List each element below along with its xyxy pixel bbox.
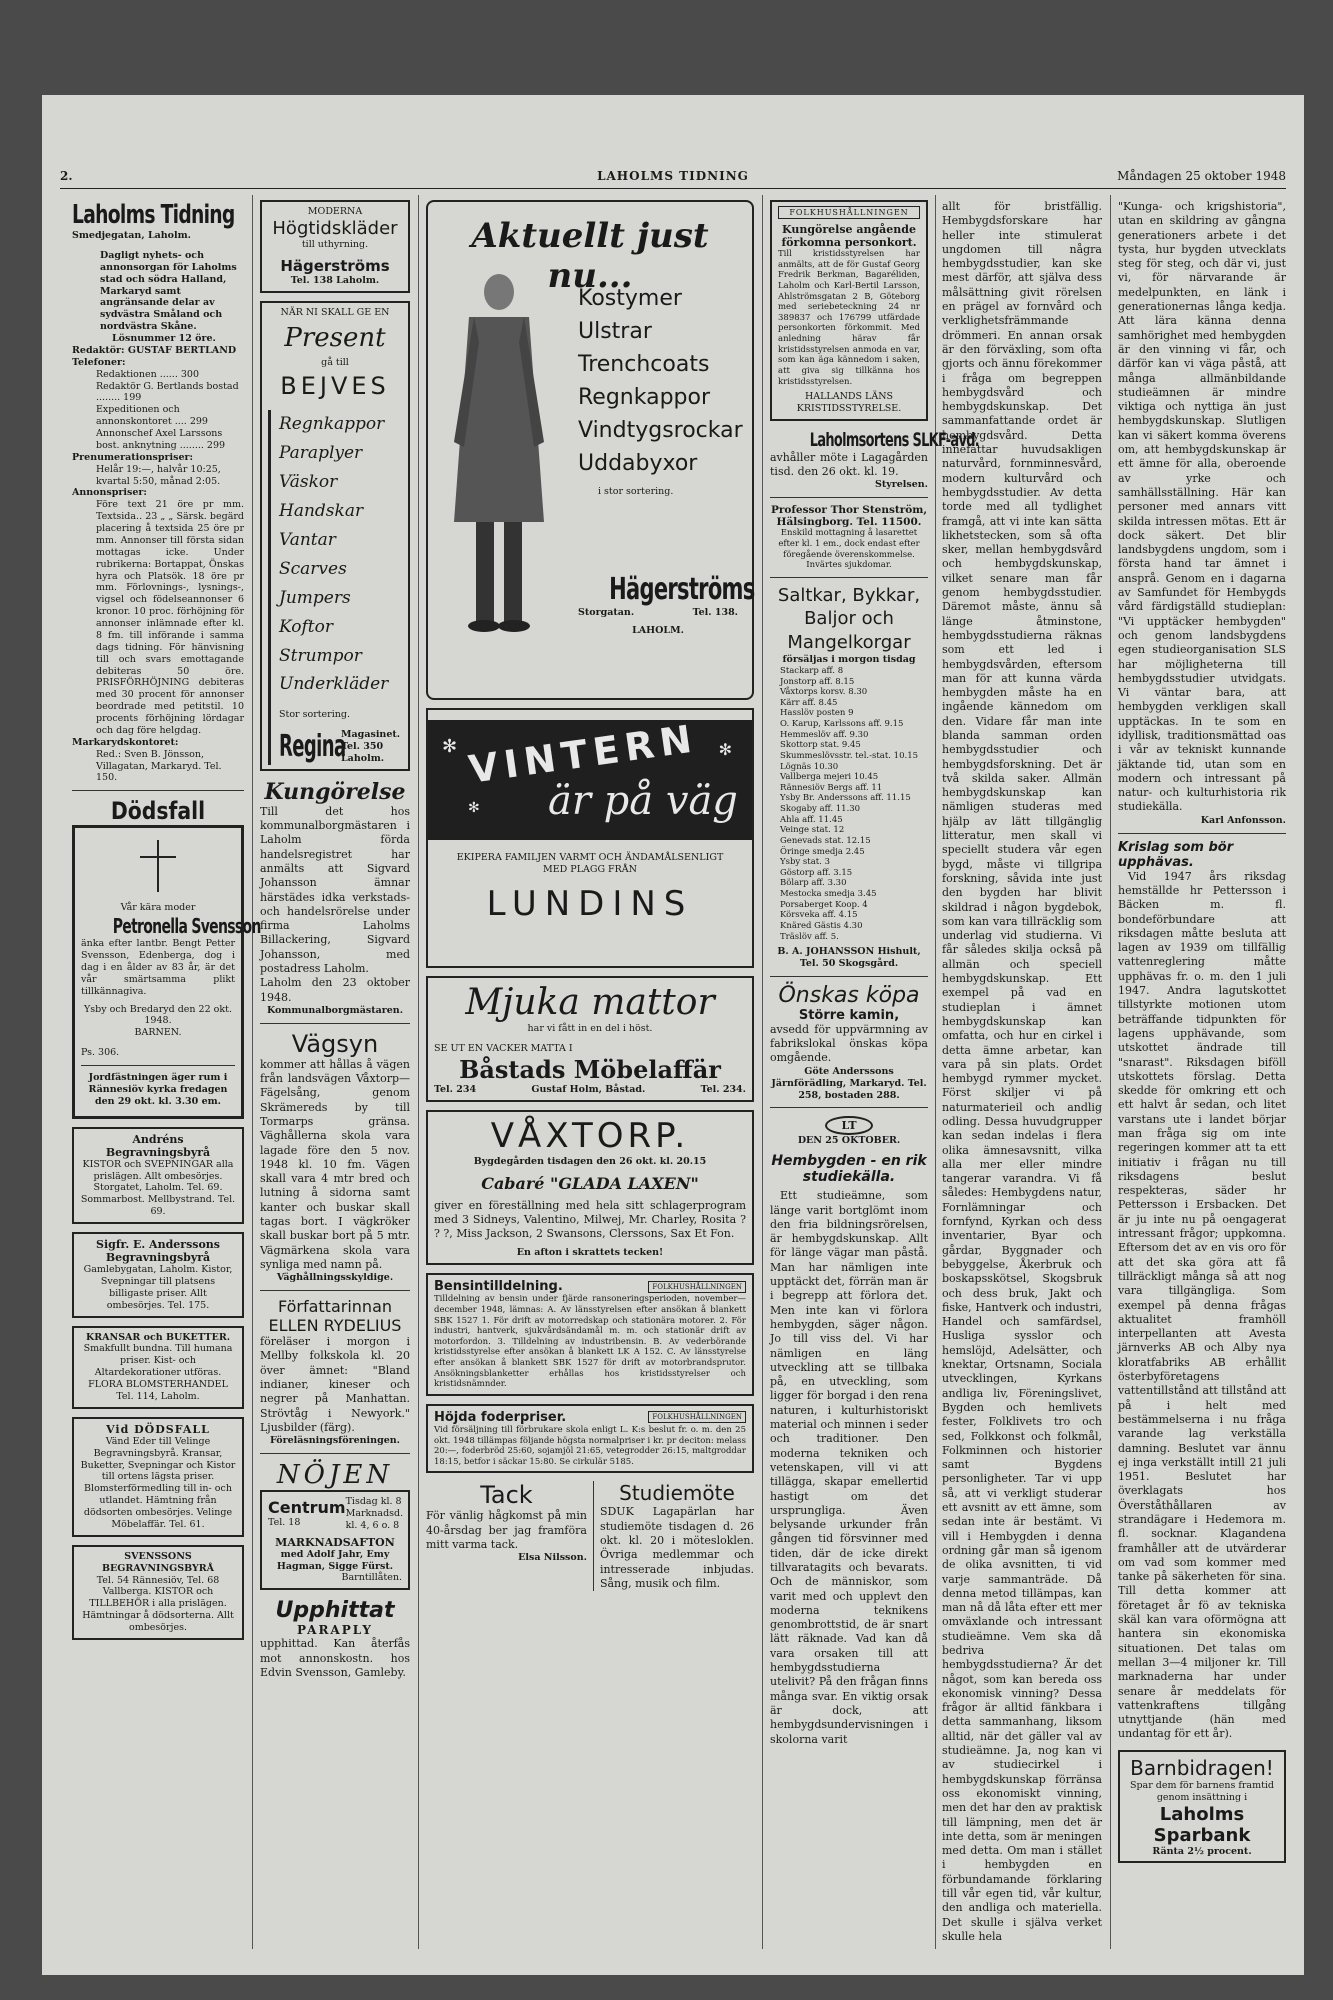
snowflake-icon: ✻ xyxy=(718,740,732,759)
stop-item: Hasslöv posten 9 xyxy=(780,708,854,719)
ad-sub: gå till xyxy=(321,356,349,368)
ad-prices-text: Före text 21 öre pr mm. Textsida.. 23 „ „ Särsk. begärd placering å textsida 25 öre pr mm. Annonser till första sidan mottagas icke. Under rubrikerna: Bortappat, Önskas hyra och Platsök. 18 öre pr mm. Förlovnings-, lysnings-, vigsel och födelseannonser 6 kronor. 10 proc. förhöjning för annonser inlämnade efter kl. 8 fm. till införande i samma dags tidning. För hänvisning till och svars emottagande debiteras 50 öre. PRISFÖRHÖJNING debiteras med 30 procent för annonser beordrade med petitstil. 10 procents förhöjning lördagar och dag före helgdag. xyxy=(96,499,244,736)
page-number: 2. xyxy=(60,169,73,183)
ad-title: Andréns Begravningsbyrå xyxy=(105,1132,211,1159)
stop-item: Lögnäs 10.30 xyxy=(780,761,839,772)
ad-shop: Hägerströms xyxy=(280,256,390,275)
ad-tel: Tel. 234. xyxy=(700,1083,746,1095)
ad-prices-title: Annonspriser: xyxy=(72,487,147,499)
notice-title: Kungörelse xyxy=(264,778,406,805)
ad-text: giver en föreställning med hela sitt schlagerprogram med 3 Sidneys, Valentino, Milwej, Mr. Charley, Rosita ? ? ?, Miss Jackson, 2 Swansons, Clerssons, Sax Et Fon. xyxy=(434,1198,746,1241)
funeral-ad-andren xyxy=(72,1127,244,1224)
carpet-ad xyxy=(426,976,754,1102)
notice-text: Enskild mottagning å lasarettet efter kl. 1 em., dock endast efter föregående överenskommelse. Invärtes sjukdomar. xyxy=(778,528,920,571)
column-ads-left xyxy=(260,200,410,1947)
notice-title: Studiemöte xyxy=(619,1481,735,1506)
tubs-ad xyxy=(770,584,928,970)
column-ads-center xyxy=(426,200,754,1947)
stop-item: Bölarp aff. 3.30 xyxy=(780,878,847,889)
lecturer-name: ELLEN RYDELIUS xyxy=(268,1316,402,1336)
ad-title: Sigfr. E. Anderssons Begravningsbyrå xyxy=(96,1238,220,1264)
ad-head: MODERNA xyxy=(307,206,363,217)
cinema-ad xyxy=(260,1490,410,1590)
article-author: Karl Anfonsson. xyxy=(1200,814,1286,826)
stop-item: Jonstorp aff. 8.15 xyxy=(780,676,855,687)
stop-item: Vallberga mejeri 10.45 xyxy=(780,772,879,783)
product-item: Vantar xyxy=(279,529,336,550)
cinema-schedule: Tisdag kl. 8 Marknadsd. kl. 4, 6 o. 8 xyxy=(345,1496,404,1531)
notice-tag: FOLKHUSHÅLLNINGEN xyxy=(648,1411,746,1423)
notice-title: Vägsyn xyxy=(291,1029,379,1058)
shop-city: LAHOLM. xyxy=(632,624,684,636)
bank-name: Laholms Sparbank xyxy=(1153,1803,1251,1846)
product-item: Paraplyer xyxy=(279,443,363,464)
product-item: Scarves xyxy=(279,558,347,579)
death-intro: Vår kära moder xyxy=(120,902,196,914)
snowflake-icon: ✻ xyxy=(442,736,458,757)
clothing-item: Ulstrar xyxy=(578,319,652,344)
notice-sign: Kommunalborgmästaren. xyxy=(266,1004,404,1016)
ad-title: SVENSSONS BEGRAVNINGSBYRÅ xyxy=(101,1550,215,1574)
notice-text: Vid försäljning till förbrukare skola enligt L. K:s beslut fr. o. m. den 25 okt. 1948 tillämpas följande högsta normalpriser i kr. pr deciton: melass 20:—, foderbröd 25:60, sojamjöl 21:65, vetegrodder 26:15, maltgroddar 18:15, betfor i säckar 15:80. Se cirkulär 5185. xyxy=(434,1424,746,1467)
lost-cards-notice xyxy=(770,200,928,421)
masthead-address: Smedjegatan, Laholm. xyxy=(72,230,191,241)
notice-title: Bensintilldelning. xyxy=(434,1279,563,1295)
ad-head: NÄR NI SKALL GE EN xyxy=(280,306,390,318)
markaryd-office-title: Markarydskontoret: xyxy=(72,736,179,748)
ad-shop: Båstads Möbelaffär xyxy=(459,1054,721,1084)
film-cast: med Adolf Jahr, Emy Hagman, Sigge Fürst. xyxy=(276,1548,394,1572)
ad-tel: Tel. 138 Laholm. xyxy=(290,274,380,286)
ad-title: Vid DÖDSFALL xyxy=(106,1422,210,1436)
ad-sign: Göte Anderssons Järnförädling, Markaryd. Tel. 258, bostaden 288. xyxy=(771,1065,927,1101)
ad-tel: Tel. 234 xyxy=(434,1083,477,1095)
stop-item: Porsaberget Koop. 4 xyxy=(780,899,868,910)
fuel-notice xyxy=(426,1273,754,1396)
clothing-item: Trenchcoats xyxy=(578,352,710,377)
lt-header xyxy=(770,1114,928,1147)
subscription-prices: Helår 19:—, halvår 10:25, kvartal 5:50, månad 2:05. xyxy=(96,463,221,487)
ad-title: Present xyxy=(284,322,386,353)
stop-item: Mestocka smedja 3.45 xyxy=(780,889,877,900)
ad-title: Saltkar, Bykkar, Baljor och Mangelkorgar xyxy=(777,584,921,653)
clothing-item: Uddabyxor xyxy=(578,451,698,476)
notice-sign: Föreläsningsföreningen. xyxy=(270,1435,400,1447)
paper-description: Dagligt nyhets- och annonsorgan för Laholms stad och södra Halland, Markaryd samt angränsande delar av sydvästra Småland och nordvästra Skåne. xyxy=(100,249,237,333)
article-text: Ett studieämne, som länge varit bortglömt inom den fria bildningsrörelsen, är hembygdskunskap. Allt för länge vägar man påstå. Man har nämligen inte upptäckt det, förrän man är i begrepp att förlora det. Men inte kan vi förlora hembygden, säger någon. Jo till viss del. Vi har nämligen en läng utveckling att se tillbaka på, en utveckling, som ligger för borgad i den rena naturen, i kulturhistoriskt material och minnen i seder och traditioner. Den moderna tekniken och vetenskapen, vill vi att tillägga, skapar emellertid hastigt om det ursprungliga. Även belysande urkunder från gången tid försvinner med tiden, där de icke direkt tillvaratagits och bevarats. Och de människor, som varit med och upplevt den moderna teknikens genombrottstid, de är snart lätt räknade. Vad kan då vara orsaken till att hembygdsstudierna utelivit? På den frågan finns många svar. En viktig orsak är dock, att hembygdsundervisningen i skolorna varit xyxy=(770,1189,928,1746)
stop-item: Genevads stat. 12.15 xyxy=(780,835,871,846)
road-inspection-notice xyxy=(260,1030,410,1284)
slkf-notice xyxy=(770,428,979,491)
notice-title: Professor Thor Stenström, Hälsingborg. Tel. 11500. xyxy=(770,504,928,529)
ad-title: VÅXTORP. xyxy=(490,1115,690,1156)
lt-date: DEN 25 OKTOBER. xyxy=(797,1135,901,1147)
entertainment-heading: NÖJEN xyxy=(276,1460,394,1491)
product-item: Strumpor xyxy=(279,645,362,666)
formalwear-ad xyxy=(260,200,410,293)
phones-list xyxy=(72,369,244,452)
death-signature: BARNEN. xyxy=(134,1027,182,1039)
regina-info: Magasinet. Tel. 350 Laholm. xyxy=(341,729,401,764)
ad-text: Smakfullt bundna. Till humana priser. Kist- och Altardekorationer utföras. FLORA BLOMSTERHANDEL Tel. 114, Laholm. xyxy=(83,1343,233,1402)
shop-address: Storgatan. xyxy=(578,607,635,618)
article-continuation: allt för bristfällig. Hembygdsforskare har heller inte stimulerat ungdomen till några hembygdsstudier, kan ske mest därför, att själva dess målsättning givit rörelsen en prägel av fornvård och verklighetsfrämmande drömmeri. En annan orsak är den förväxling, som ofta gjorts och ännu förekommer i fråga om begreppen hembygdsvård och hembygdskunskap. Det sammanfattande ordet är hembygdsvård. Detta innefattar huvudsakligen naturvård, fornminnesvård, modern kulturvård och hembygdsstudier. Av detta torde med all tydlighet framgå, att vi inte kan sätta likhetstecken, som så ofta sker, mellan hembygdsvård och hembygdskunskap, vilket senare man får genom hembygdsstudier. Däremot måste, ännu så länge åtminstone, hembygdsstudierna räknas som ett led i hembygdsvården, eftersom man för att kunna värda hembygden måste ha en ingående kännedom om den. Vidare får man inte blanda samman orden hembygdsstudier och hembygdsforskning. Det är två skilda saker. Allmän hembygdskunskap kan nämligen studeras med hjälp av lätt tillgänglig litteratur, men skall vi speciellt studera vår egen bygd, måste vi tillgripa forskning, såvida inte just den bygden har blivit skildrad i någon bygdebok, som kan vara tillräcklig som underlag vid studierna. Vi får således skilja också på allmän och speciell hembygdskunskap. Ett exempel på vad en studieplan i ämnet hembygdskunskap kan omfatta, och hur en cirkel i detta ämne arbetar, kan vara på sin plats. Ordet hembygd rymmer mycket. Först skiljer vi på naturmaterieil och andlig odling. Dessa huvudgrupper kan sedan indelas i flera olika ämnesavsnitt, vilka alla mer eller mindre tangerar varandra. Vi få således: Hembygdens natur, Fornlämningar och fornfynd, Kyrkan och dess inventarier, Byar och gårdar, Byggnader och bebyggelse, Åkerbruk och boskapsskötsel, Skogsbruk och dess bruk, Jakt och fiske, Hantverk och industri, Handel och samfärdsel, Husliga sysslor och hemslöjd, Adelsätter, och knektar, Ortsnamn, Sociala utvecklingen, Kyrkans andliga liv, Föreningslivet, Bygden och hemlivets fester, Folklivets tro och sed, Folkkonst och folkmål, Folkminnen och historier samt Bygdens personligheter. Tar vi upp så, att vi verkligt studerar ett avsnitt av ett ämne, som sedan inte är bestämt. Vi vill i Hembygden i denna ordning går man så igenom de olika avsnitten, ti vid varje sammanträde. Då denna metod tillämpas, kan man nå då låta efter ett mer omväxlande och intressant studieämne. Vem ska då bedriva hembygdsstudierna? Är det något, som kan bereda oss ekonomisk vinning? Dessa frågor är alltid fänkbara i detta sammanhang, liksom alltid, när det gäller val av studieämne. Ja, nog kan vi av studiecirkel i hembygdskunskap förränsa oss ekonomiskt vinning, men det har den av praktisk till lämpning, men det är inte detta, som är meningen med detta. Om man i stället i hembygden en förbundamande förklaring till vår egen tid, vår kultur, den andliga och materiella. Det skulle i själva verket skulle hela xyxy=(942,200,1102,1943)
article-text: Vid 1947 års riksdag hemställde hr Pettersson i Bäcken m. fl. bondeförbundare att riksdagen måtte besluta att lagen av 1939 om tillfällig vattenreglering måtte upphävas fr. o. m. den 1 juli 1947. Andra lagutskottet tillstyrkte motionen utom beträffande tidpunkten för lagens upphävande, som utskottet ändrade till "snarast". Riksdagen biföll utskottets förslag. Detta skedde för omkring ett och ett halvt år sedan, och litet varstans ute i landet börjar man fråga sig om inte regeringen kommer att ta ett initiativ i frågan nu till riksdagens beslut respekteras, säder hr Pettersson i Ersbacken. Det är ju inte nu på oengagerat intressant frågor; uppkomna. Eftersom det av en vis oro för att det ska göra att få tillräckligt många så att nog vara tillgängliga. Som exempel på denna frågas aktualitet framhöll interpellanten att Avesta järnverks AB och Alby nya kloratfabriks AB erhållit österbyföretagens vattentillstånd att tillstånd att på i helt med bestämmelserna i nu fråga varande lag verkställa damning. Beslutet var ännu ej inga verkställt intill 21 juli 1951. Beslutet har överklagats hos Överståthållaren av strandägare i Hedemora m. fl. socknar. Klagandena framhåller att de utvärderar om vad som kommer med tanke på säkerheten för sina. Till detta kommer att företaget år fö av tekniska skäl kan vara oförmögna att hantera sin ekonomiska situationen. Det talas om mellan 3—4 miljoner kr. Till marknaderna har under senare år meddelats för vattenkraftens tillgång utnyttjande (hän med undantag för ett år). xyxy=(1118,869,1286,1741)
notice-sign: Väghållningsskyldige. xyxy=(276,1272,394,1284)
lecture-notice xyxy=(260,1297,410,1447)
kungorelse-notice xyxy=(260,779,410,1017)
notice-title: Tack xyxy=(480,1481,533,1510)
stop-item: Skottorp stat. 9.45 xyxy=(780,740,861,751)
ad-title: Barnbidragen! xyxy=(1130,1755,1274,1780)
column-notices xyxy=(770,200,979,1947)
clothing-item: Vindtygsrockar xyxy=(578,418,743,443)
product-item: Koftor xyxy=(279,616,333,637)
ad-text: avsedd för uppvärmning av fabrikslokal önskas köpa omgående. xyxy=(770,1022,928,1065)
ad-title: Aktuellt just nu... xyxy=(471,216,709,296)
ad-title: KRANSAR och BUKETTER. xyxy=(85,1331,231,1343)
product-item: Underkläder xyxy=(279,674,389,695)
bank-ad xyxy=(1118,1750,1286,1864)
column-divider xyxy=(252,195,253,1949)
notice-sign: Elsa Nilsson. xyxy=(518,1552,587,1564)
snowflake-icon: ✻ xyxy=(468,800,480,816)
ad-title: Högtidskläder xyxy=(272,217,398,239)
ad-shop: BEJVES xyxy=(280,372,390,401)
editor-line: Redaktör: GUSTAF BERTLAND xyxy=(72,344,237,356)
notice-sign: HALLANDS LÄNS KRISTIDSSTYRELSE. xyxy=(796,391,902,414)
stop-item: Öringe smedja 2.45 xyxy=(780,846,865,857)
notice-text: avhåller möte i Lagagården tisd. den 26 okt. kl. 19. xyxy=(770,450,928,479)
notice-tag: FOLKHUSHÅLLNINGEN xyxy=(648,1281,746,1293)
interest-rate: Ränta 2½ procent. xyxy=(1152,1845,1252,1857)
stop-item: O. Karup, Karlssons aff. 9.15 xyxy=(780,719,904,730)
ad-text: KISTOR och SVEPNINGAR alla prislägen. Allt ombesörjes. Storgatet, Laholm. Tel. 69. Sommarbost. Mellbystrand. Tel. 69. xyxy=(80,1158,236,1218)
notice-date: Laholm den 23 oktober 1948. xyxy=(260,976,410,1004)
banner-line2: är på väg xyxy=(548,778,738,824)
newspaper-page xyxy=(42,95,1304,1975)
column-article-right xyxy=(1118,200,1286,1947)
clothing-ad xyxy=(426,200,754,700)
found-heading: Upphittat xyxy=(275,1598,395,1624)
stop-item: Ysby stat. 3 xyxy=(780,857,830,868)
ad-title: Önskas köpa xyxy=(778,982,920,1008)
article-end: "Kunga- och krigshistoria", utan en skildring av gångna generationers arbete i det tysta, hur bygden utvecklats steg för steg, och där vi, just vi, för närvarande är medelpunkten, en länk i generationernas långa kedja. Att lära känna denna samhörighet med hembygden är den vinning vi får, och därför kan vi väga påstå, att många allmänbildande studieämnen är mindre viktiga och nyttiga än just hembygdskunskap. Slutligen kan vi säkert komma överens om, att hembygdskunskap är ett ämne för alla, oberoende av yrke och samhällsställning. Här kan personer med annars vitt skilda intressen mötas. Ett är dock säkert. Det blir landsbygdens ungdom, som i första hand tar ämnet i ansprå. Genom en i dagarna av Samfundet för Hembygds vård färdigställd studieplan: "Vi upptäcker hembygden" och genom landsbygdens egen studieorganisation SLS har möjligheterna till hembygdsstudier utvidgats. Vi väntar bara, att hembygden verkligen skall upptäckas. In te som en idyllisk, traditionsmättad oas i vår av tekniskt kunnande jäktande tid, utan som en modern och intressant på natur- och kulturhistoria rik studiekälla. xyxy=(1118,200,1286,814)
product-list xyxy=(268,410,402,764)
masthead: Laholms Tidning xyxy=(72,200,235,230)
product-item: Jumpers xyxy=(279,587,351,608)
column-divider xyxy=(1110,195,1111,1949)
ad-sub: Bygdegården tisdagen den 26 okt. kl. 20.15 xyxy=(473,1155,707,1167)
stops-list xyxy=(770,666,928,942)
phone-item: Redaktionen ...... 300 xyxy=(96,368,200,380)
funeral-ad-svensson xyxy=(72,1545,244,1640)
stop-item: Skogaby aff. 11.30 xyxy=(780,804,861,815)
notice-title: Författarinnan xyxy=(277,1297,393,1317)
ad-address: Gustaf Holm, Båstad. xyxy=(531,1083,646,1095)
winter-text: EKIPERA FAMILJEN VARMT OCH ÄNDAMÅLSENLIGT MED PLAGG FRÅN xyxy=(456,852,724,875)
winter-ad xyxy=(426,708,754,968)
found-item: PARAPLY xyxy=(296,1623,373,1638)
death-text: änka efter lantbr. Bengt Petter Svensson, Edenberga, dog i dag i en ålder av 83 år, är det vår smärtsamma plikt tillkännagiva. xyxy=(81,938,235,997)
notice-text: Till det hos kommunalborgmästaren i Laholm förda handelsregistret har anmälts att Sigvard Johansson ämnar härstädes idka verkstads- och handelsrörelse under firma Laholms Billackering, Sigvard Johansson, med postadress Laholm. xyxy=(260,804,410,976)
cross-icon xyxy=(138,840,178,892)
stop-item: Ahla aff. 11.45 xyxy=(780,814,843,825)
ad-text: Gamlebygatan, Laholm. Kistor, Svepningar till platsens billigaste priser. Allt ombesörjes. Tel. 175. xyxy=(83,1264,233,1311)
stop-item: Körsveka aff. 4.15 xyxy=(780,910,858,921)
clothing-list xyxy=(578,282,743,498)
phones-title: Telefoner: xyxy=(72,356,126,368)
page-header xyxy=(60,165,1286,189)
phone-item: Annonschef Axel Larssons bost. anknytning ........ 299 xyxy=(96,428,226,451)
funeral-ad-andersson xyxy=(72,1232,244,1318)
cinema-name: Centrum xyxy=(268,1498,346,1518)
ad-sub: försäljas i morgon tisdag xyxy=(782,654,916,666)
regina-logo: Regina xyxy=(279,729,346,765)
wanted-ad xyxy=(770,983,928,1102)
film-rating: Barntillåten. xyxy=(341,1572,402,1584)
shop-tel: Tel. 138. xyxy=(692,607,738,618)
notice-text: Till kristidsstyrelsen har anmälts, att de för Gustaf Georg Fredrik Berkman, Bagaréliden, Laholm och Karl-Bertil Larsson, Ahlströmsgatan 2 B, Göteborg med seriebeteckning 24 nr 389837 och 176799 utfärdade personkorten förkommit. Med anledning härav får kristidsstyrelsen anmoda en var, som kan äga kännedom i saken, att giva sig tillkänna hos kristidsstyrelsen. xyxy=(778,249,920,387)
ad-title: Mjuka mattor xyxy=(465,982,715,1023)
film-title: MARKNADSAFTON xyxy=(275,1535,395,1549)
notice-text: Tilldelning av bensin under fjärde ransoneringsperioden, november—december 1948, lämnas: A. Av länsstyrelsen efter ansökan å blankett SBK 1527 1. För drift av motorredskap och stationära motorer. 2. För industri, hantverk, sjukvårdsändamål m. m. och stationär drift av motorfordon. 3. Tilldelning av industribensin. B. Av vederbörande kristidsstyrelse efter ansökan å blankett LK A 152. C. Av länsstyrelse efter ansökan å blankett SBK 1527 för drift av motorbrandsprutor. Ansökningsblanketter erhållas hos kristidsstyrelser och kristidsnämnder. xyxy=(434,1294,746,1390)
winter-banner xyxy=(428,716,752,840)
product-item: Handskar xyxy=(279,501,364,522)
notice-text: För vänlig hågkomst på min 40-årsdag ber jag framföra mitt varma tack. xyxy=(426,1509,587,1551)
column-info xyxy=(72,200,261,1947)
cabaret-ad xyxy=(426,1110,754,1266)
notice-sign: Styrelsen. xyxy=(874,479,928,491)
notice-text: kommer att hållas å vägen från landsvägen Våxtorp—Fägelsång, genom Skrämereds by till Tormarps gränsa. Väghållerna skola vara lagade före den 5 nov. 1948 kl. 10 fm. Vägen skall vara 4 mtr bred och lutning å sidorna samt kanter och buskar skall tagas bort. I vägkröker skall buskar bort på 5 mtr. Vägmärkena skola vara synliga med namn på. xyxy=(260,1057,410,1271)
ad-text: Vänd Eder till Velinge Begravningsbyrå. Kransar, Buketter, Svepningar och Kistor till ortens lägsta priser. Blomsterförmedling till in- och utlandet. Hämtning från dödsorten ombesörjes. Velinge Möbelaffär. Tel. 61. xyxy=(80,1435,236,1530)
single-issue-price: Lösnummer 12 öre. xyxy=(112,333,216,344)
doctor-notice xyxy=(770,504,928,571)
thanks-notice xyxy=(426,1481,587,1591)
stop-item: Ysby Br. Anderssons aff. 11.15 xyxy=(780,793,911,804)
paper-name: LAHOLMS TIDNING xyxy=(597,169,749,183)
stop-item: Kärr aff. 8.45 xyxy=(780,697,838,708)
present-ad xyxy=(260,301,410,771)
column-article xyxy=(942,200,1102,1947)
ad-foot: Stor sortering. xyxy=(279,709,350,721)
stop-item: Våxtorps korsv. 8.30 xyxy=(780,687,868,698)
study-meeting-notice xyxy=(593,1481,754,1591)
ad-sub2: SE UT EN VACKER MATTA I xyxy=(434,1042,573,1054)
fodder-notice xyxy=(426,1404,754,1474)
death-psalm: Ps. 306. xyxy=(81,1047,120,1059)
show-title: Cabaré "GLADA LAXEN" xyxy=(481,1173,699,1193)
product-item: Väskor xyxy=(279,472,338,493)
product-item: Regnkappor xyxy=(279,414,385,435)
stop-item: Hemmeslöv aff. 9.30 xyxy=(780,729,869,740)
notice-text: SDUK Lagapärlan har studiemöte tisdagen d. 26 okt. kl. 20 i mötesloklen. Övriga medlemmar och intresserade inbjudas. Sång, musik och film. xyxy=(599,1505,754,1590)
deceased-name: Petronella Svensson xyxy=(112,914,261,939)
clothing-item: Kostymer xyxy=(578,286,682,311)
stop-item: Knäred Gästis 4.30 xyxy=(780,920,863,931)
cinema-tel: Tel. 18 xyxy=(268,1517,301,1529)
ad-sub: till uthyrning. xyxy=(301,238,369,250)
clothing-item: Regnkappor xyxy=(578,385,711,410)
found-text: upphittad. Kan återfås mot annonskostn. hos Edvin Svensson, Gamleby. xyxy=(260,1637,410,1679)
stop-item: Rännesiöv Bergs aff. 11 xyxy=(780,782,883,793)
stop-item: Stackarp aff. 8 xyxy=(780,665,844,676)
article-title: Krislag som bör upphävas. xyxy=(1118,839,1234,870)
article-title: Hembygden - en rik studiekälla. xyxy=(771,1153,927,1186)
flower-ad xyxy=(72,1326,244,1409)
funeral-ad-velinge xyxy=(72,1417,244,1537)
notice-title: Kungörelse angående förkomna personkort. xyxy=(781,223,917,249)
phone-item: Expeditionen och annonskontoret .... 299 xyxy=(96,404,208,428)
winter-shop: LUNDINS xyxy=(486,883,694,924)
banner-line1: VINTERN xyxy=(466,716,701,792)
notice-title: Laholmsortens SLKF-avd. xyxy=(809,428,979,451)
phone-item: Redaktör G. Bertlands bostad ........ 199 xyxy=(96,380,239,404)
markaryd-office-text: Red.: Sven B. Jönsson, Villagatan, Markaryd. Tel. 150. xyxy=(96,748,222,784)
shop-name: Hägerströms xyxy=(609,572,755,607)
stop-item: Skummeslövsstr. tel.-stat. 10.15 xyxy=(780,750,919,761)
stop-item: Göstorp aff. 3.15 xyxy=(780,867,853,878)
ad-text: Spar dem för barnens framtid genom insättning i xyxy=(1129,1779,1275,1803)
clothing-sort: i stor sortering. xyxy=(598,486,674,497)
subscription-title: Prenumerationspriser: xyxy=(72,451,194,463)
ad-sub: har vi fått in en del i höst. xyxy=(527,1023,653,1034)
ad-sign: B. A. JOHANSSON Hishult, Tel. 50 Skogsgård. xyxy=(777,946,921,970)
ad-item: Större kamin, xyxy=(798,1007,900,1023)
ad-text: Tel. 54 Rännesiöv, Tel. 68 Vallberga. KISTOR och TILLBEHÖR i alla prislägen. Hämtningar å dödsorterna. Allt ombesörjes. xyxy=(82,1574,234,1633)
column-divider xyxy=(762,195,763,1949)
issue-date: Måndagen 25 oktober 1948 xyxy=(1117,169,1286,183)
burial-info: Jordfästningen äger rum i Rännesiöv kyrka fredagen den 29 okt. kl. 3.30 em. xyxy=(88,1072,228,1107)
column-divider xyxy=(418,195,419,1949)
notice-text: föreläser i morgon i Mellby folkskola kl. 20 över ämnet: "Bland indianer, kineser och negrer på Manhattan. Strövtåg i Newyork." Ljusbilder (färg). xyxy=(260,1335,410,1434)
death-notice xyxy=(72,825,261,1118)
stop-item: Träslöv aff. 5. xyxy=(780,931,839,942)
notice-tag: FOLKHUSHÅLLNINGEN xyxy=(778,206,920,219)
man-in-coat-illustration xyxy=(434,262,564,642)
ad-foot: En afton i skrattets tecken! xyxy=(516,1247,664,1259)
lt-logo: LT xyxy=(825,1116,872,1135)
notice-title: Höjda foderpriser. xyxy=(434,1409,567,1425)
death-place: Ysby och Bredaryd den 22 okt. 1948. xyxy=(84,1003,232,1027)
column-divider xyxy=(935,195,936,1949)
stop-item: Veinge stat. 12 xyxy=(780,825,845,836)
death-notices-heading: Dödsfall xyxy=(110,797,206,826)
